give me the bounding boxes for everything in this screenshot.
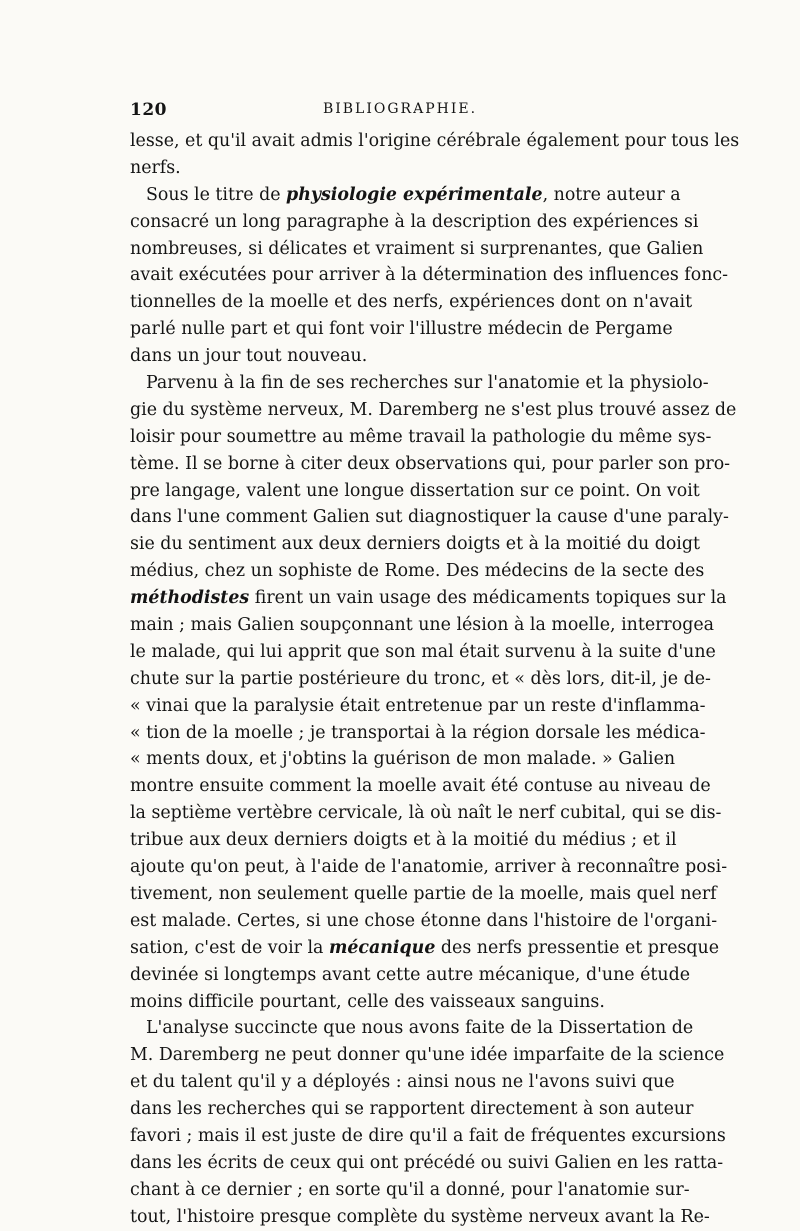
text-line: le malade, qui lui apprit que son mal était survenu à la suite d'une xyxy=(130,641,716,662)
text-line: tème. Il se borne à citer deux observations qui, pour parler son pro- xyxy=(130,453,731,474)
text-line: et du talent qu'il y a déployés : ainsi nous ne l'avons suivi que xyxy=(130,1072,675,1093)
text-line: dans un jour tout nouveau. xyxy=(130,346,368,367)
text-line: loisir pour soumettre au même travail la pathologie du même sys- xyxy=(130,426,712,447)
text-line: nerfs. xyxy=(130,157,181,178)
text-line: tionnelles de la moelle et des nerfs, expériences dont on n'avait xyxy=(130,292,693,313)
text-line: ajoute qu'on peut, à l'aide de l'anatomie, arriver à reconnaître posi- xyxy=(130,857,728,878)
text-line: parlé nulle part et qui font voir l'illustre médecin de Pergame xyxy=(130,319,673,340)
text-line: pre langage, valent une longue dissertation sur ce point. On voit xyxy=(130,480,700,501)
text-line: montre ensuite comment la moelle avait été contuse au niveau de xyxy=(130,776,711,797)
text-line: tribue aux deux derniers doigts et à la moitié du médius ; et il xyxy=(130,830,677,851)
text-line: médius, chez un sophiste de Rome. Des médecins de la secte des xyxy=(130,561,705,582)
text-segment: , notre auteur a xyxy=(542,184,681,205)
text-line: M. Daremberg ne peut donner qu'une idée imparfaite de la science xyxy=(130,1045,725,1066)
text-line: tout, l'histoire presque complète du système nerveux avant la Re- xyxy=(130,1206,710,1227)
text-line: Parvenu à la fin de ses recherches sur l'anatomie et la physiolo- xyxy=(146,373,709,394)
text-line: dans les écrits de ceux qui ont précédé ou suivi Galien en les ratta- xyxy=(130,1152,724,1173)
running-head: BIBLIOGRAPHIE. xyxy=(322,101,478,117)
text-line: moins difficile pourtant, celle des vaisseaux sanguins. xyxy=(130,991,605,1012)
text-line: L'analyse succincte que nous avons faite de la Dissertation de xyxy=(146,1018,694,1039)
text-line: tivement, non seulement quelle partie de la moelle, mais quel nerf xyxy=(130,883,717,904)
text-line: dans les recherches qui se rapportent directement à son auteur xyxy=(130,1099,694,1120)
text-line: « tion de la moelle ; je transportai à la région dorsale les médica- xyxy=(130,722,706,743)
text-line: sie du sentiment aux deux derniers doigts et à la moitié du doigt xyxy=(130,534,700,555)
text-line xyxy=(130,935,720,962)
text-line: main ; mais Galien soupçonnant une lésion à la moelle, interrogea xyxy=(130,615,715,636)
text-line: dans l'une comment Galien sut diagnostiquer la cause d'une paraly- xyxy=(130,507,729,528)
text-segment: firent un vain usage des médicaments topiques sur la xyxy=(249,588,727,609)
text-line: est malade. Certes, si une chose étonne dans l'histoire de l'organi- xyxy=(130,910,718,931)
page-number: 120 xyxy=(130,100,167,120)
text-line xyxy=(130,182,681,209)
italic-term: méthodistes xyxy=(130,588,250,609)
text-line: devinée si longtemps avant cette autre mécanique, d'une étude xyxy=(130,964,691,985)
italic-term: mécanique xyxy=(328,937,436,958)
text-line: gie du système nerveux, M. Daremberg ne s'est plus trouvé assez de xyxy=(130,399,737,420)
text-line: favori ; mais il est juste de dire qu'il a fait de fréquentes excursions xyxy=(130,1125,726,1146)
text-line: chant à ce dernier ; en sorte qu'il a donné, pour l'anatomie sur- xyxy=(130,1179,690,1200)
body-text xyxy=(130,128,740,1231)
text-line: lesse, et qu'il avait admis l'origine cérébrale également pour tous les xyxy=(130,131,740,151)
text-line: consacré un long paragraphe à la description des expériences si xyxy=(130,211,699,232)
text-segment: sation, c'est de voir la xyxy=(130,937,329,958)
text-line: chute sur la partie postérieure du tronc, et « dès lors, dit-il, je de- xyxy=(130,668,711,689)
text-line: « ments doux, et j'obtins la guérison de mon malade. » Galien xyxy=(130,749,676,770)
text-line: la septième vertèbre cervicale, là où naît le nerf cubital, qui se dis- xyxy=(130,803,722,824)
text-line xyxy=(130,585,727,612)
text-line: « vinai que la paralysie était entretenue par un reste d'inflamma- xyxy=(130,695,706,716)
text-segment: des nerfs pressentie et presque xyxy=(435,937,720,958)
italic-term: physiologie expérimentale xyxy=(286,184,543,205)
text-segment: Sous le titre de xyxy=(146,184,287,205)
text-line: avait exécutées pour arriver à la détermination des influences fonc- xyxy=(130,265,729,286)
text-line: nombreuses, si délicates et vraiment si surprenantes, que Galien xyxy=(130,238,704,259)
page-header xyxy=(130,100,670,124)
